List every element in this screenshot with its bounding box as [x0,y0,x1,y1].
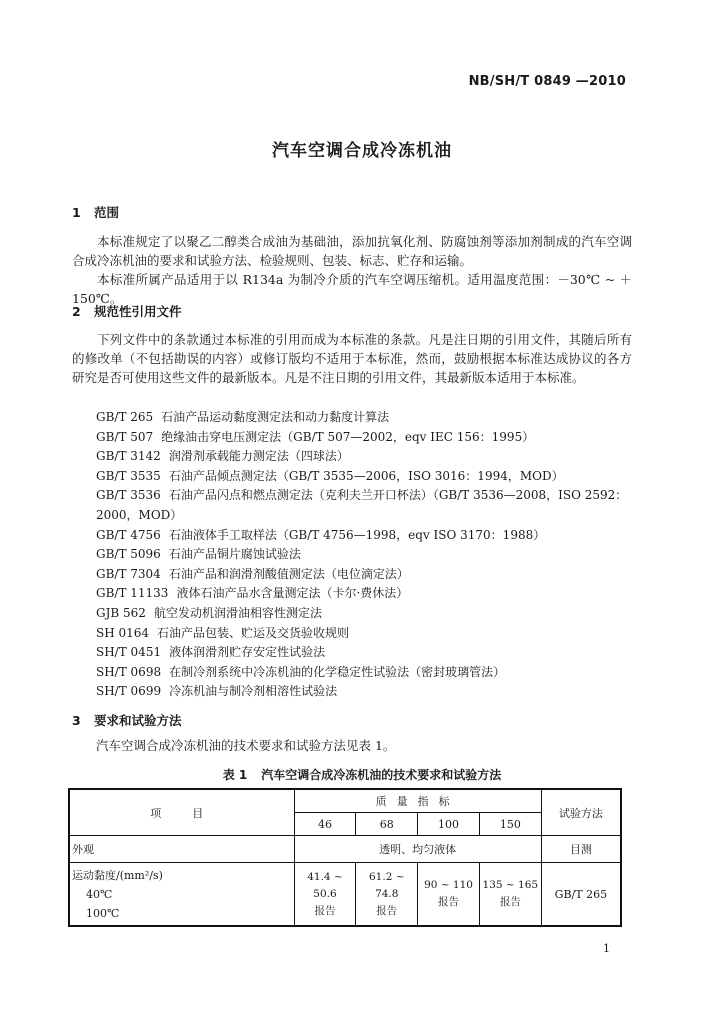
table-header-row [69,789,621,813]
grade-cell: 100 [418,813,480,836]
reference-title: 润滑剂承载能力测定法（四球法） [168,449,349,464]
reference-code: GB/T 4756 [96,527,161,542]
normative-references-list [60,408,640,702]
section-1-number: 1 [72,205,81,220]
reference-code: SH/T 0451 [96,645,162,660]
row-method-cell: GB/T 265 [541,863,621,927]
reference-code: GB/T 11133 [96,586,169,601]
row-value-cell [479,863,541,927]
value-note: 报告 [376,904,398,917]
page-number: 1 [603,942,610,955]
reference-code: GJB 562 [96,605,146,620]
reference-code: GB/T 7304 [96,566,161,581]
reference-code: GB/T 3142 [96,449,161,464]
section-1-body [72,232,632,308]
reference-item [60,663,640,683]
value-range: 90 ~ 110 [424,879,473,891]
header-quality-label: 质量指标 [375,795,460,808]
reference-item [60,428,640,448]
reference-title: 石油液体手工取样法（GB/T 4756—1998，eqv ISO 3170：1988） [168,527,546,542]
reference-item [60,624,640,644]
reference-code: GB/T 3535 [96,468,161,483]
section-2-title: 规范性引用文件 [94,304,182,319]
row-item-cell [69,863,294,927]
section-2-number: 2 [72,304,81,319]
value-note: 报告 [438,896,460,908]
reference-title: 石油产品铜片腐蚀试验法 [168,547,301,562]
reference-title: 石油产品包装、贮运及交货验收规则 [157,625,350,640]
row-sub-item: 100℃ [86,906,120,920]
reference-title: 石油产品倾点测定法（GB/T 3535—2006，ISO 3016：1994，MOD） [168,468,564,483]
row-item-cell: 外观 [69,836,294,863]
row-item-title: 运动黏度/(mm²/s) [72,868,163,882]
table-label: 表 1 [222,768,248,782]
row-value-cell [356,863,418,927]
section-3-title: 要求和试验方法 [94,713,182,728]
document-title: 汽车空调合成冷冻机油 [272,141,452,161]
reference-item [60,565,640,585]
header-item-label: 项 目 [150,806,214,820]
table-row [69,836,621,863]
reference-item [60,526,640,546]
section-3-heading [72,711,182,729]
reference-title: 航空发动机润滑油相容性测定法 [153,605,322,620]
section-2-heading [72,302,182,320]
spec-table [68,788,622,927]
reference-item [60,447,640,467]
section-2-body [72,330,632,387]
value-note: 报告 [314,904,336,917]
value-range: 41.4 ~ 50.6 [307,870,343,900]
header-method-cell [541,789,621,836]
reference-item [60,584,640,604]
row-sub-item: 40℃ [86,887,113,901]
reference-item [60,486,640,525]
reference-code: SH/T 0699 [96,684,162,699]
grade-cell: 150 [479,813,541,836]
table-caption [0,766,724,783]
reference-code: SH 0164 [96,625,150,640]
reference-title: 冷冻机油与制冷剂相溶性试验法 [169,684,338,699]
reference-code: GB/T 5096 [96,547,161,562]
section-3-number: 3 [72,713,81,728]
reference-item [60,545,640,565]
section-3-intro: 汽车空调合成冷冻机油的技术要求和试验方法见表 1。 [96,738,396,753]
reference-title: 液体润滑剂贮存安定性试验法 [169,645,326,660]
header-item-cell [69,789,294,836]
section-1-heading [72,203,119,221]
section-2-paragraph: 下列文件中的条款通过本标准的引用而成为本标准的条款。凡是注日期的引用文件，其随后所有的修改单（不包括勘误的内容）或修订版均不适用于本标准，然而，鼓励根据本标准达成协议的各方研究是否可使用这些文件的最新版本。凡是不注日期的引用文件，其最新版本适用于本标准。 [72,332,632,385]
reference-code: GB/T 507 [96,429,154,444]
reference-item [60,604,640,624]
reference-title: 石油产品闪点和燃点测定法（克利夫兰开口杯法）（GB/T 3536—2008，ISO 2592：2000，MOD） [96,488,628,522]
reference-title: 石油产品运动黏度测定法和动力黏度计算法 [161,410,390,424]
section-1-paragraph: 本标准所属产品适用于以 R134a 为制冷介质的汽车空调压缩机。适用温度范围：－30℃ ~ ＋150℃。 [72,272,632,306]
reference-item [60,408,640,428]
row-value-cell [294,863,356,927]
reference-code: SH/T 0698 [96,664,162,679]
reference-item [60,643,640,663]
grade-cell: 46 [294,813,356,836]
table-caption-text: 汽车空调合成冷冻机油的技术要求和试验方法 [261,768,502,782]
row-value-cell [418,863,480,927]
reference-code: GB/T 265 [96,410,154,424]
value-range: 135 ~ 165 [482,879,539,891]
reference-title: 在制冷剂系统中冷冻机油的化学稳定性试验法（密封玻璃管法） [169,664,506,679]
header-quality-cell [294,789,541,813]
header-method-label: 试验方法 [558,806,603,820]
table-row [69,863,621,927]
grade-cell: 68 [356,813,418,836]
row-value-cell: 透明、均匀液体 [294,836,541,863]
reference-code: GB/T 3536 [96,488,161,503]
reference-title: 绝缘油击穿电压测定法（GB/T 507—2002，eqv IEC 156：1995） [161,429,535,444]
value-note: 报告 [499,896,521,908]
reference-title: 石油产品和润滑剂酸值测定法（电位滴定法） [168,566,409,581]
row-method-cell: 目测 [541,836,621,863]
reference-item [60,467,640,487]
section-1-paragraph: 本标准规定了以聚乙二醇类合成油为基础油，添加抗氧化剂、防腐蚀剂等添加剂制成的汽车空调合成冷冻机油的要求和试验方法、检验规则、包装、标志、贮存和运输。 [72,234,632,268]
standard-number: NB/SH/T 0849 —2010 [468,74,626,89]
reference-item [60,682,640,702]
section-1-title: 范围 [94,205,120,220]
reference-title: 液体石油产品水含量测定法（卡尔·费休法） [176,586,409,601]
value-range: 61.2 ~ 74.8 [369,870,405,900]
